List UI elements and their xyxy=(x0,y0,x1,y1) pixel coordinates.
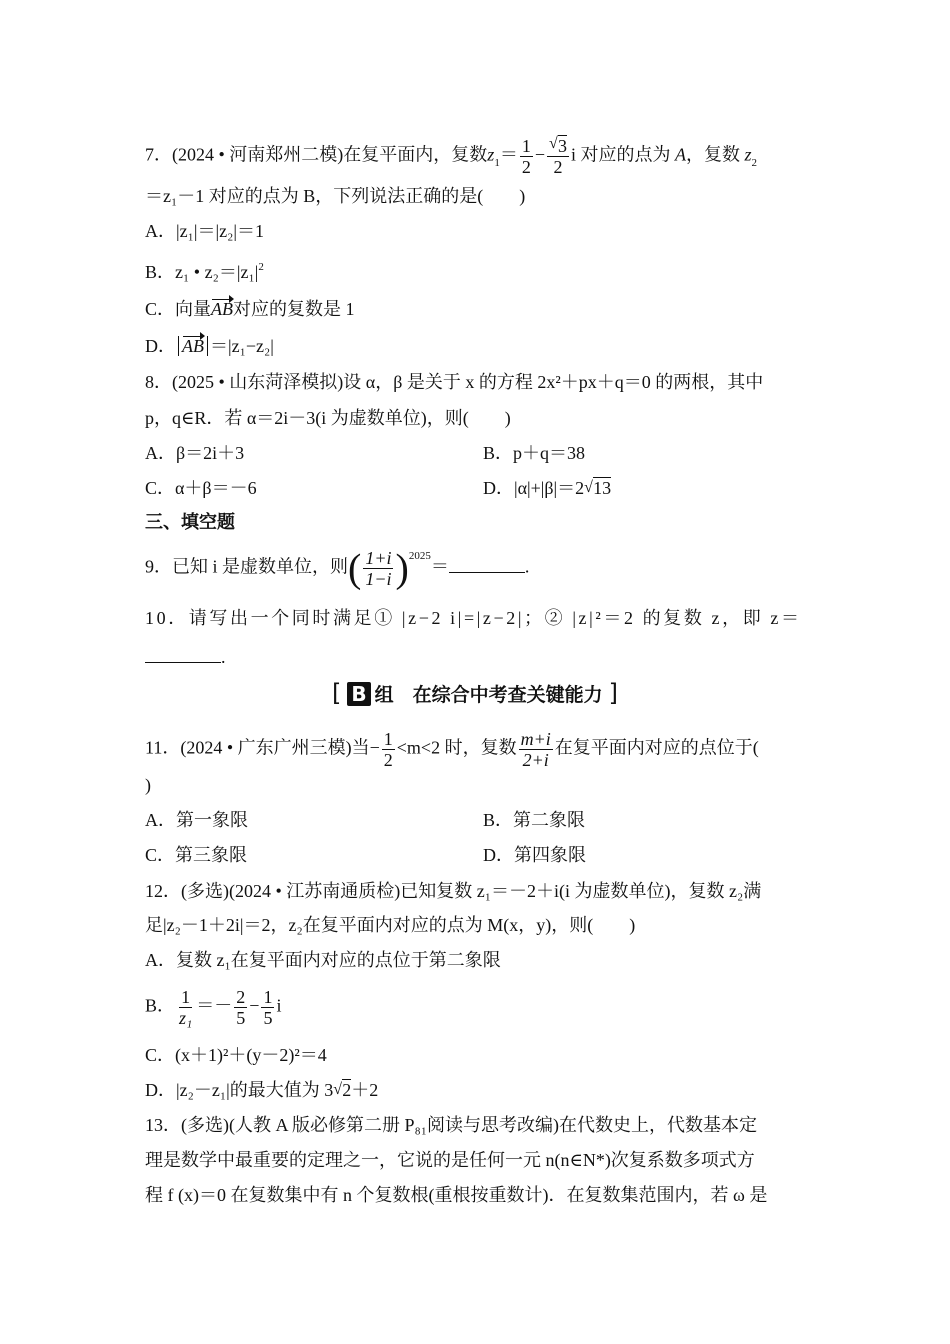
q12-option-a: A．复数 z₁在复平面内对应的点位于第二象限 xyxy=(145,950,501,970)
vector-ab-abs: AB xyxy=(182,336,204,356)
right-paren: ) xyxy=(395,545,409,591)
q11-line1: 11．(2024 • 广东广州三模)当− $\frac{1}{2}$ <m<2 时，复数 $\frac{m+i}{2+i}$ 在复平面内对应的点位于( xyxy=(145,729,759,770)
q7-option-b: B．z₁ • $z_2=|z_1|^2$ xyxy=(145,261,264,282)
z1-symbol: z xyxy=(487,144,495,165)
fraction-m-plus-i: $\frac{m+i}{2+i}$ xyxy=(520,729,551,770)
left-bracket: [ xyxy=(331,679,342,707)
fraction-1-over-z1: $\frac{1}{\text{z₁}}$ xyxy=(179,987,193,1028)
vector-ab: AB xyxy=(211,299,234,319)
q7-line1 xyxy=(145,136,757,177)
q9-line: 9．已知 i 是虚数单位，则( $\frac{1+i}{1-i}$ )$^{2025}$＝ . xyxy=(145,545,530,591)
group-b-heading xyxy=(0,679,950,707)
exponent-2025: 2025 xyxy=(408,549,431,562)
group-b-label: 组 在综合中考查关键能力 xyxy=(374,684,603,706)
point-a: A xyxy=(674,144,686,165)
q8-line1: 8．(2025 • 山东菏泽模拟)设 α，β 是关于 x 的方程 2x²＋px＋q＝0 的两根，其中 xyxy=(145,372,764,392)
q8-option-c: C．α＋β＝－6 xyxy=(145,478,257,498)
sqrt-symbol: √ 3 xyxy=(548,135,567,156)
z2-symbol: z xyxy=(744,144,752,165)
q7-mid-text: i 对应的点为 xyxy=(570,144,671,165)
q12-option-d: D．|z₂－z₁|的最大值为 3 √ 2＋2 xyxy=(145,1080,379,1100)
z1-subscript: 1 xyxy=(494,156,500,169)
right-bracket: ] xyxy=(608,679,618,707)
sqrt-2: √ 2 xyxy=(333,1080,352,1100)
q7-option-d: D． AB ＝|z₁−z₂| xyxy=(145,336,274,356)
minus-sign: − xyxy=(534,144,545,165)
q10-line1: 10．请写出一个同时满足① |z−2 i|=|z−2|；② |z|²＝2 的复数 z，即 z＝ xyxy=(145,608,802,628)
q11-option-d: D．第四象限 xyxy=(483,845,586,865)
answer-blank-q10[interactable] xyxy=(145,644,221,663)
q13-line2: 理是数学中最重要的定理之一，它说的是任何一元 n(n∈N*)次复系数多项式方 xyxy=(145,1150,755,1170)
fraction-half-q11: $\frac{1}{2}$ xyxy=(383,729,393,770)
group-b-badge: B xyxy=(347,682,370,706)
q7-line2: ＝z₁－1 对应的点为 B，下列说法正确的是( ) xyxy=(145,186,526,206)
answer-blank-q9[interactable] xyxy=(449,554,525,573)
q8-option-b: B．p＋q＝38 xyxy=(483,443,586,463)
left-paren: ( xyxy=(348,545,362,591)
fraction-root3-half: √ 3 2 xyxy=(548,135,567,177)
q12-line2: 足|z₂－1＋2i|＝2，z₂在复平面内对应的点为 M(x，y)，则( ) xyxy=(145,915,636,935)
q8-option-a: A．β＝2i＋3 xyxy=(145,443,245,463)
z2-subscript: 2 xyxy=(751,156,757,169)
q10-line2: . xyxy=(145,644,226,669)
fraction-2-5: $\frac{2}{5}$ xyxy=(236,987,246,1028)
q12-line1: 12．(多选)(2024 • 江苏南通质检)已知复数 z₁＝－2＋i(i 为虚数单位)，复数 z₂满 xyxy=(145,881,762,901)
fraction-half: $\frac{1}{2}$ xyxy=(521,136,531,177)
q13-line1: 13．(多选)(人教 A 版必修第二册 P₈₁阅读与思考改编)在代数史上，代数基本定 xyxy=(145,1115,758,1135)
q8-line2: p，q∈R．若 α＝2i－3(i 为虚数单位)，则( ) xyxy=(145,408,511,428)
q13-line3: 程 f (x)＝0 在复数集中有 n 个复数根(重根按重数计)．在复数集范围内，若 ω 是 xyxy=(145,1185,768,1205)
q12-option-c: C．(x＋1)²＋(y－2)²＝4 xyxy=(145,1045,327,1065)
q12-option-b: B． $\frac{1}{\text{z₁}}$ ＝－ $\frac{2}{5}$ − $\frac{1}{5}$ i xyxy=(145,987,282,1028)
q7-prefix: 7．(2024 • 河南郑州二模)在复平面内，复数 xyxy=(145,144,488,165)
q7-post-text: ，复数 xyxy=(685,144,740,165)
q11-line2: ) xyxy=(145,775,151,795)
section-fill-in-blank: 三、填空题 xyxy=(145,512,235,533)
fraction-1-5: $\frac{1}{5}$ xyxy=(263,987,273,1028)
q11-option-b: B．第二象限 xyxy=(483,810,586,830)
fraction-1pi-1mi: $\frac{1+i}{1-i}$ xyxy=(365,548,392,589)
q11-option-a: A．第一象限 xyxy=(145,810,248,830)
q8-option-d: D．|α|+|β|＝2 √ 13 xyxy=(483,478,612,498)
q7-option-c: C．向量AB对应的复数是 1 xyxy=(145,299,355,319)
q11-option-c: C．第三象限 xyxy=(145,845,248,865)
q7-option-a: A．|z₁|＝|z₂|＝1 xyxy=(145,221,264,241)
equals-sign: ＝ xyxy=(499,144,518,165)
sqrt-13: √ 13 xyxy=(584,478,612,498)
